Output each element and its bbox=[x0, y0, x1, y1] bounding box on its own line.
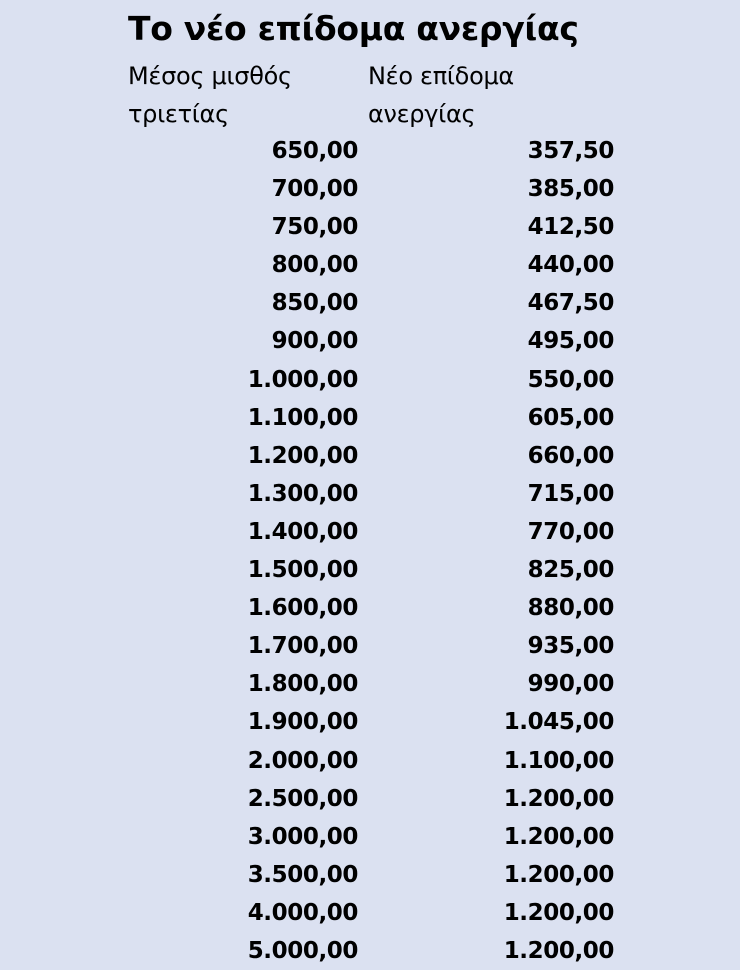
benefit-cell: 440,00 bbox=[527, 252, 614, 279]
table-body bbox=[0, 132, 740, 970]
salary-cell: 4.000,00 bbox=[247, 899, 358, 926]
benefit-cell: 385,00 bbox=[527, 176, 614, 203]
benefit-cell: 1.200,00 bbox=[503, 899, 614, 926]
table-row bbox=[0, 170, 740, 208]
salary-cell: 1.000,00 bbox=[247, 366, 358, 393]
column-header-new-benefit: Νέο επίδομα ανεργίας bbox=[368, 62, 514, 128]
table-row bbox=[0, 932, 740, 970]
salary-cell: 2.500,00 bbox=[247, 785, 358, 812]
table-title: Το νέο επίδομα ανεργίας bbox=[128, 9, 579, 48]
salary-cell: 750,00 bbox=[271, 214, 358, 241]
salary-cell: 3.000,00 bbox=[247, 823, 358, 850]
benefit-cell: 1.200,00 bbox=[503, 823, 614, 850]
table-row bbox=[0, 132, 740, 170]
salary-cell: 1.700,00 bbox=[247, 633, 358, 660]
salary-cell: 1.800,00 bbox=[247, 671, 358, 698]
benefit-cell: 825,00 bbox=[527, 557, 614, 584]
benefit-cell: 880,00 bbox=[527, 595, 614, 622]
table-row bbox=[0, 818, 740, 856]
benefit-cell: 1.200,00 bbox=[503, 785, 614, 812]
benefit-cell: 715,00 bbox=[527, 480, 614, 507]
benefit-cell: 605,00 bbox=[527, 404, 614, 431]
table-row bbox=[0, 437, 740, 475]
table-row bbox=[0, 703, 740, 741]
salary-cell: 5.000,00 bbox=[247, 937, 358, 964]
table-row bbox=[0, 513, 740, 551]
benefit-cell: 550,00 bbox=[527, 366, 614, 393]
salary-cell: 700,00 bbox=[271, 176, 358, 203]
table-row bbox=[0, 780, 740, 818]
benefit-cell: 1.200,00 bbox=[503, 861, 614, 888]
table-row bbox=[0, 246, 740, 284]
salary-cell: 1.100,00 bbox=[247, 404, 358, 431]
table-row bbox=[0, 627, 740, 665]
table-row bbox=[0, 742, 740, 780]
benefit-cell: 660,00 bbox=[527, 442, 614, 469]
salary-cell: 850,00 bbox=[271, 290, 358, 317]
salary-cell: 1.200,00 bbox=[247, 442, 358, 469]
benefit-cell: 1.045,00 bbox=[503, 709, 614, 736]
benefit-cell: 935,00 bbox=[527, 633, 614, 660]
benefit-cell: 990,00 bbox=[527, 671, 614, 698]
table-row bbox=[0, 208, 740, 246]
table-row bbox=[0, 551, 740, 589]
table-row bbox=[0, 665, 740, 703]
salary-cell: 900,00 bbox=[271, 328, 358, 355]
benefit-cell: 1.200,00 bbox=[503, 937, 614, 964]
salary-cell: 3.500,00 bbox=[247, 861, 358, 888]
table-row bbox=[0, 399, 740, 437]
benefit-cell: 357,50 bbox=[527, 138, 614, 164]
salary-cell: 1.900,00 bbox=[247, 709, 358, 736]
benefit-cell: 1.100,00 bbox=[503, 747, 614, 774]
benefit-cell: 467,50 bbox=[527, 290, 614, 317]
salary-cell: 1.400,00 bbox=[247, 518, 358, 545]
table-row bbox=[0, 322, 740, 360]
table-row bbox=[0, 284, 740, 322]
benefit-cell: 412,50 bbox=[527, 214, 614, 241]
table-row bbox=[0, 475, 740, 513]
salary-cell: 800,00 bbox=[271, 252, 358, 279]
salary-cell: 1.500,00 bbox=[247, 557, 358, 584]
salary-cell: 2.000,00 bbox=[247, 747, 358, 774]
salary-cell: 1.600,00 bbox=[247, 595, 358, 622]
benefit-cell: 770,00 bbox=[527, 518, 614, 545]
salary-cell: 1.300,00 bbox=[247, 480, 358, 507]
column-header-average-salary: Μέσος μισθός τριετίας bbox=[128, 62, 292, 128]
salary-cell: 650,00 bbox=[271, 138, 358, 164]
table-row bbox=[0, 589, 740, 627]
table-row bbox=[0, 361, 740, 399]
benefit-cell: 495,00 bbox=[527, 328, 614, 355]
table-row bbox=[0, 894, 740, 932]
table-row bbox=[0, 856, 740, 894]
